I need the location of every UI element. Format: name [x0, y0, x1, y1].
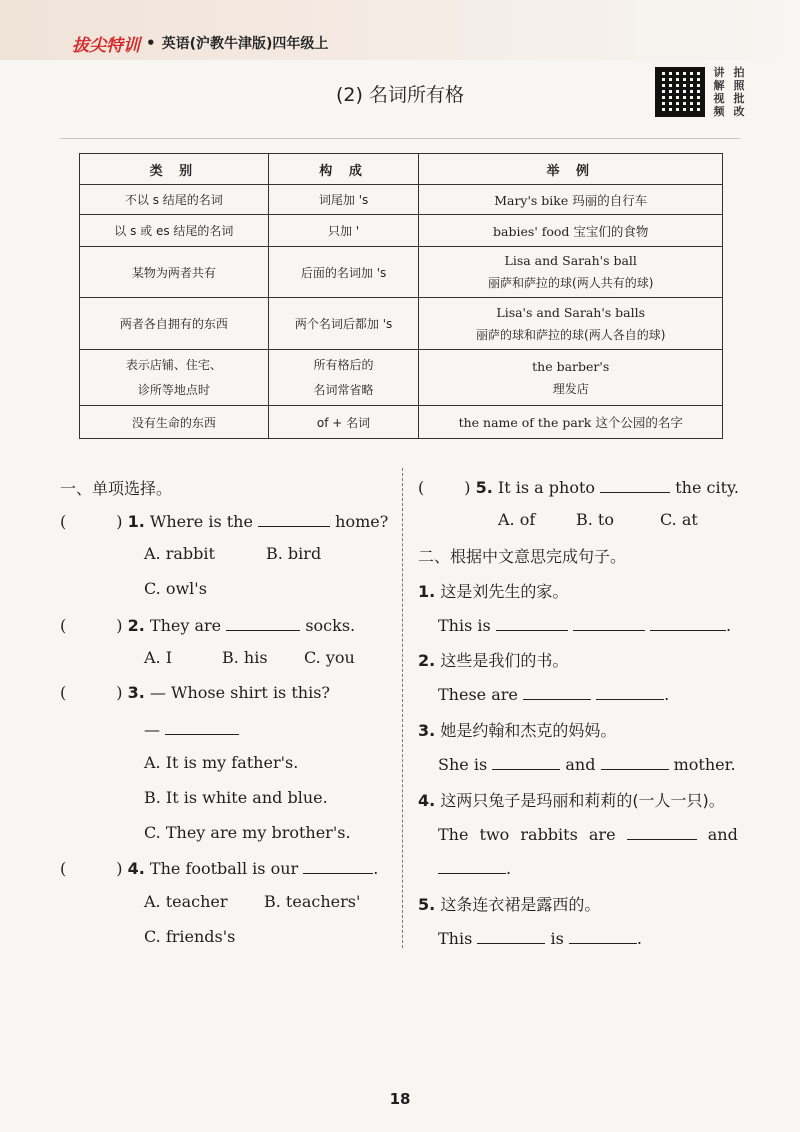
sentence-4-prompt	[418, 788, 725, 811]
book-subject: 英语(沪教牛津版)四年级上	[161, 36, 329, 52]
cell-text: 以 s 或 es 结尾的名词	[114, 224, 234, 238]
question-number: 4.	[127, 859, 145, 878]
option-b: B. bird	[266, 544, 322, 563]
sentence-number: 3.	[418, 721, 436, 740]
question-number: 5.	[475, 478, 493, 497]
chinese-prompt: 她是约翰和杰克的妈妈。	[440, 721, 617, 740]
divider	[60, 138, 740, 139]
chinese-prompt: 这是刘先生的家。	[440, 582, 569, 601]
cell-text: 后面的名词加 's	[300, 265, 387, 280]
blank[interactable]	[165, 718, 239, 735]
blank[interactable]	[627, 823, 697, 840]
sentence-text: mother.	[673, 755, 736, 774]
paren-close: )	[116, 859, 123, 878]
option-c: C. friends's	[144, 927, 236, 946]
cell-text: Lisa and Sarah's ball	[504, 253, 637, 268]
cell-formation	[268, 247, 419, 298]
question-text: They are	[149, 616, 222, 635]
sentence-text: .	[506, 859, 512, 878]
sentence-number: 1.	[418, 582, 436, 601]
qr-label: 照	[733, 79, 745, 92]
cell-text: babies' food 宝宝们的食物	[493, 223, 649, 239]
option-a: A. I	[144, 648, 173, 667]
column-header-formation: 构 成	[268, 154, 419, 185]
paren-open: (	[60, 859, 67, 878]
paren-open: (	[60, 683, 67, 702]
cell-formation	[268, 215, 419, 247]
blank[interactable]	[496, 614, 568, 631]
blank[interactable]	[226, 614, 300, 631]
part2-title: 二、根据中文意思完成句子。	[418, 547, 627, 566]
question-5	[418, 476, 739, 497]
possessive-table	[79, 153, 723, 439]
chinese-prompt: 这两只兔子是玛丽和莉莉的(一人一只)。	[440, 791, 725, 810]
option-c: C. They are my brother's.	[144, 823, 351, 842]
sentence-text: .	[636, 929, 643, 948]
option-b: B. his	[222, 648, 268, 667]
option-c: C. you	[304, 648, 355, 667]
column-header-category: 类 别	[80, 154, 269, 185]
table-header-row	[80, 154, 723, 185]
qr-label: 改	[733, 105, 745, 118]
option-b: B. teachers'	[264, 892, 361, 911]
sentence-text: The two rabbits are	[438, 825, 616, 844]
option-c: C. owl's	[144, 579, 207, 598]
paren-close: )	[116, 616, 123, 635]
cell-text: 词尾加 's	[318, 193, 369, 207]
cell-text: 名词常省略	[313, 382, 374, 397]
paren-close: )	[116, 512, 123, 531]
blank[interactable]	[601, 753, 669, 770]
blank[interactable]	[573, 614, 645, 631]
sentence-number: 2.	[418, 651, 436, 670]
cell-text: 某物为两者共有	[131, 265, 216, 280]
brand-name: 拔尖特训	[72, 35, 140, 56]
sentence-2-answer	[438, 683, 669, 704]
table-row	[80, 350, 723, 406]
cell-formation	[268, 185, 419, 215]
sentence-3-prompt	[418, 718, 616, 741]
part1-title: 一、单项选择。	[60, 479, 173, 498]
sentence-text: .	[726, 616, 732, 635]
blank[interactable]	[600, 476, 670, 493]
sentence-5-prompt	[418, 892, 600, 915]
option-c: C. at	[660, 510, 698, 529]
cell-example	[419, 185, 723, 215]
section-title: (2) 名词所有格	[336, 84, 464, 106]
cell-example	[419, 298, 723, 350]
sentence-text: and	[707, 825, 738, 844]
qr-label: 批	[733, 92, 745, 105]
question-text: Where is the	[149, 512, 253, 531]
cell-example	[419, 215, 723, 247]
cell-category	[80, 247, 269, 298]
cell-formation	[268, 406, 419, 439]
blank[interactable]	[438, 857, 506, 874]
blank[interactable]	[523, 683, 591, 700]
sentence-3-answer	[438, 753, 736, 774]
sentence-1-prompt	[418, 579, 568, 602]
question-text: .	[373, 859, 379, 878]
blank[interactable]	[569, 927, 637, 944]
cell-example	[419, 247, 723, 298]
paren-open: (	[60, 512, 67, 531]
cell-text: of + 名词	[316, 415, 371, 430]
sentence-text: She is	[438, 755, 488, 774]
blank[interactable]	[303, 857, 373, 874]
blank[interactable]	[258, 510, 330, 527]
cell-text: 两个名词后都加 's	[294, 317, 393, 331]
question-text: home?	[335, 512, 389, 531]
column-divider	[402, 468, 403, 948]
sentence-number: 5.	[418, 895, 436, 914]
question-text: socks.	[305, 616, 356, 635]
option-a: A. of	[498, 510, 536, 529]
option-b: B. It is white and blue.	[144, 788, 328, 807]
qr-label: 频	[713, 105, 725, 118]
column-header-example: 举 例	[419, 154, 723, 185]
dash: —	[144, 720, 160, 739]
cell-text: 只加 '	[328, 224, 360, 238]
qr-label: 解	[713, 79, 725, 92]
qr-label: 讲	[713, 66, 725, 79]
response-line	[144, 718, 239, 739]
question-3	[60, 683, 330, 702]
question-text: the city.	[675, 478, 740, 497]
cell-category	[80, 406, 269, 439]
paren-open: (	[418, 478, 425, 497]
question-number: 3.	[127, 683, 145, 702]
sentence-5-answer	[438, 927, 642, 948]
sentence-text: is	[550, 929, 564, 948]
qr-label: 拍	[733, 66, 745, 79]
cell-text: Lisa's and Sarah's balls	[496, 304, 646, 320]
chinese-prompt: 这条连衣裙是露西的。	[440, 895, 601, 914]
paren-open: (	[60, 616, 67, 635]
cell-category	[80, 298, 269, 350]
question-1	[60, 510, 388, 531]
cell-example	[419, 406, 723, 439]
cell-formation	[268, 298, 419, 350]
qr-labels	[710, 67, 748, 118]
option-a: A. rabbit	[144, 544, 215, 563]
cell-text: 诊所等地点时	[137, 382, 210, 397]
paren-close: )	[116, 683, 123, 702]
sentence-text: These are	[438, 685, 518, 704]
sentence-number: 4.	[418, 791, 436, 810]
cell-category	[80, 350, 269, 406]
book-header	[72, 30, 328, 56]
cell-text: the barber's	[532, 358, 610, 374]
sentence-text: .	[664, 685, 670, 704]
cell-text: 不以 s 结尾的名词	[124, 193, 223, 207]
blank[interactable]	[596, 683, 664, 700]
sentence-text: and	[565, 755, 596, 774]
table-row	[80, 406, 723, 439]
chinese-prompt: 这些是我们的书。	[440, 651, 569, 670]
cell-text: 没有生命的东西	[131, 415, 216, 430]
question-4	[60, 857, 378, 878]
brand-separator: •	[146, 34, 156, 52]
table-row	[80, 247, 723, 298]
question-text: It is a photo	[497, 478, 596, 497]
table-row	[80, 185, 723, 215]
sentence-4-continuation	[438, 857, 511, 878]
question-2	[60, 614, 355, 635]
cell-text: 所有格后的	[313, 357, 374, 372]
cell-text: the name of the park 这个公园的名字	[458, 415, 683, 430]
cell-category	[80, 185, 269, 215]
question-number: 1.	[127, 512, 145, 531]
sentence-text: This is	[438, 616, 491, 635]
question-text: The football is our	[149, 859, 299, 878]
cell-text: 理发店	[552, 381, 589, 396]
option-b: B. to	[576, 510, 614, 529]
page-number: 18	[389, 1090, 411, 1108]
qr-label: 视	[713, 92, 725, 105]
cell-text: 丽萨和萨拉的球(两人共有的球)	[488, 276, 654, 290]
cell-text: Mary's bike 玛丽的自行车	[494, 192, 648, 208]
sentence-1-answer	[438, 614, 731, 635]
question-text: — Whose shirt is this?	[149, 683, 330, 702]
paren-close: )	[464, 478, 471, 497]
sentence-4-answer	[438, 823, 738, 844]
qr-code-icon[interactable]	[655, 67, 705, 117]
option-a: A. teacher	[144, 892, 228, 911]
cell-example	[419, 350, 723, 406]
option-a: A. It is my father's.	[144, 753, 299, 772]
cell-text: 两者各自拥有的东西	[119, 317, 228, 331]
cell-text: 表示店铺、住宅、	[125, 357, 222, 372]
blank[interactable]	[650, 614, 726, 631]
table-row	[80, 215, 723, 247]
question-number: 2.	[127, 616, 145, 635]
blank[interactable]	[477, 927, 545, 944]
cell-formation	[268, 350, 419, 406]
sentence-2-prompt	[418, 648, 568, 671]
table-row	[80, 298, 723, 350]
cell-text: 丽萨的球和萨拉的球(两人各自的球)	[476, 327, 666, 342]
blank[interactable]	[492, 753, 560, 770]
sentence-text: This	[438, 929, 473, 948]
cell-category	[80, 215, 269, 247]
